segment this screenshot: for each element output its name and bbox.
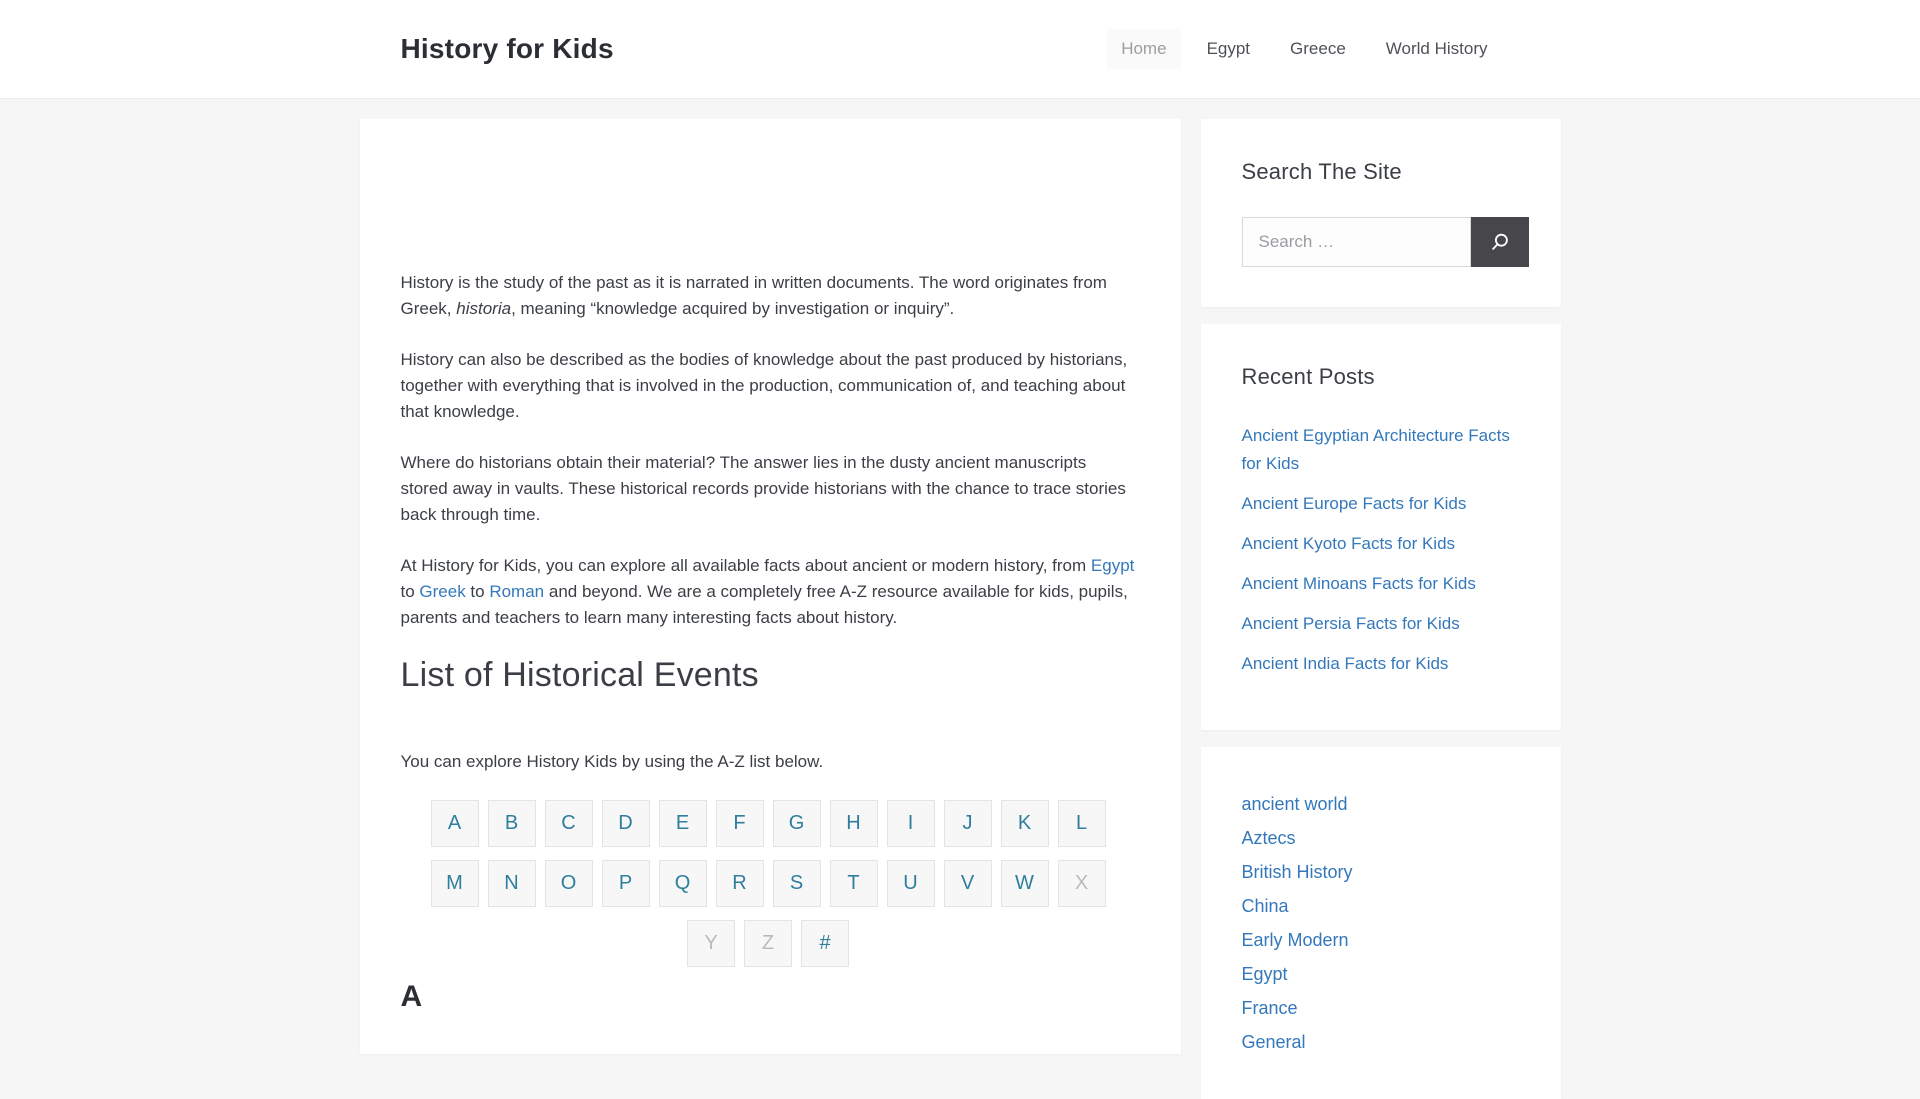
section-heading-a: A: [400, 980, 423, 1013]
category-link-british-history[interactable]: British History: [1241, 862, 1353, 882]
az-letter-k[interactable]: K: [1001, 800, 1049, 847]
az-letter-n[interactable]: N: [488, 860, 536, 907]
paragraph-text: At History for Kids, you can explore all available facts about ancient or modern history, from: [400, 556, 1091, 575]
az-letter-j[interactable]: J: [944, 800, 992, 847]
paragraph-text: to: [465, 582, 490, 601]
az-row: [401, 920, 1136, 967]
category-link-general[interactable]: General: [1241, 1032, 1306, 1052]
az-letter-t[interactable]: T: [830, 860, 878, 907]
az-letter-q[interactable]: Q: [659, 860, 707, 907]
az-letter-i[interactable]: I: [887, 800, 935, 847]
categories-widget: [1201, 747, 1561, 1099]
az-explainer: You can explore History Kids by using the A-Z list below.: [400, 752, 824, 771]
recent-post-link[interactable]: Ancient Kyoto Facts for Kids: [1241, 534, 1456, 553]
az-letter-a[interactable]: A: [431, 800, 479, 847]
az-letter-z: Z: [744, 920, 792, 967]
az-letter-g[interactable]: G: [773, 800, 821, 847]
sidebar: [1201, 119, 1561, 1099]
search-form: [1242, 217, 1529, 267]
az-letter-h[interactable]: H: [830, 800, 878, 847]
intro-paragraph-2: History can also be described as the bodies of knowledge about the past produced by historians, together with everything that is involved in the production, communication of, and teaching about that knowledge.: [400, 350, 1128, 421]
page-body: [360, 119, 1561, 1099]
category-link-egypt[interactable]: Egypt: [1241, 964, 1288, 984]
az-row: [401, 860, 1136, 907]
recent-post-link[interactable]: Ancient Persia Facts for Kids: [1241, 614, 1460, 633]
search-input[interactable]: [1242, 217, 1471, 267]
recent-post-item: [1242, 422, 1529, 478]
recent-post-item: [1242, 570, 1529, 598]
az-letter-m[interactable]: M: [431, 860, 479, 907]
main-content-card: [360, 119, 1181, 1054]
az-letter-x: X: [1058, 860, 1106, 907]
az-letter-grid: [401, 800, 1136, 967]
paragraph-text: to: [400, 582, 420, 601]
roman-link[interactable]: Roman: [489, 582, 545, 601]
recent-posts-widget: [1201, 324, 1561, 730]
greek-link[interactable]: Greek: [419, 582, 466, 601]
az-letter-r[interactable]: R: [716, 860, 764, 907]
az-letter-p[interactable]: P: [602, 860, 650, 907]
az-letter-f[interactable]: F: [716, 800, 764, 847]
recent-post-item: [1242, 650, 1529, 678]
az-letter-s[interactable]: S: [773, 860, 821, 907]
recent-posts-list: [1242, 422, 1529, 678]
recent-post-link[interactable]: Ancient Europe Facts for Kids: [1241, 494, 1467, 513]
category-link-early-modern[interactable]: Early Modern: [1241, 930, 1349, 950]
search-icon: [1489, 231, 1511, 253]
intro-paragraph-1: [401, 270, 1136, 322]
az-row: [401, 800, 1136, 847]
az-letter-d[interactable]: D: [602, 800, 650, 847]
recent-post-link[interactable]: Ancient Minoans Facts for Kids: [1241, 574, 1476, 593]
paragraph-text: , meaning “knowledge acquired by investigation or inquiry”.: [511, 299, 955, 318]
site-title-link[interactable]: History for Kids: [400, 33, 614, 64]
article: [360, 119, 1181, 1054]
az-letter-y: Y: [687, 920, 735, 967]
site-header: [0, 0, 1920, 98]
category-link-ancient-world[interactable]: ancient world: [1241, 794, 1348, 814]
header-inner: [360, 0, 1561, 98]
az-letter-b[interactable]: B: [488, 800, 536, 847]
search-widget: [1201, 119, 1561, 307]
nav-item-greece[interactable]: Greece: [1290, 39, 1346, 58]
az-letter-u[interactable]: U: [887, 860, 935, 907]
az-letter-v[interactable]: V: [944, 860, 992, 907]
az-letter-w[interactable]: W: [1001, 860, 1049, 907]
section-heading-historical-events: List of Historical Events: [400, 656, 759, 694]
recent-post-item: [1242, 490, 1529, 518]
intro-paragraph-4: [401, 553, 1136, 631]
category-link-france[interactable]: France: [1241, 998, 1298, 1018]
az-letter-l[interactable]: L: [1058, 800, 1106, 847]
az-letter-e[interactable]: E: [659, 800, 707, 847]
recent-post-item: [1242, 530, 1529, 558]
az-letter-o[interactable]: O: [545, 860, 593, 907]
recent-post-item: [1242, 610, 1529, 638]
main-nav: [1107, 29, 1501, 69]
nav-item-world-history[interactable]: World History: [1385, 39, 1488, 58]
az-letter-hash[interactable]: #: [801, 920, 849, 967]
recent-posts-title: Recent Posts: [1241, 364, 1375, 389]
intro-paragraph-3: Where do historians obtain their material? The answer lies in the dusty ancient manuscripts stored away in vaults. These historical records provide historians with the chance to trace stories back through time.: [400, 453, 1126, 524]
category-link-aztecs[interactable]: Aztecs: [1241, 828, 1296, 848]
search-button[interactable]: [1471, 217, 1529, 267]
nav-item-egypt[interactable]: Egypt: [1206, 39, 1251, 58]
recent-post-link[interactable]: Ancient Egyptian Architecture Facts for Kids: [1241, 426, 1510, 473]
category-list: [1242, 787, 1529, 1059]
paragraph-text: History is the study of the past as it is narrated in written documents. The word originates from Greek,: [400, 273, 1107, 318]
az-letter-c[interactable]: C: [545, 800, 593, 847]
recent-post-link[interactable]: Ancient India Facts for Kids: [1241, 654, 1449, 673]
search-widget-title: Search The Site: [1241, 159, 1402, 184]
egypt-link[interactable]: Egypt: [1090, 556, 1135, 575]
paragraph-text: and beyond. We are a completely free A-Z resource available for kids, pupils, parents and teachers to learn many interesting facts about history.: [400, 582, 1128, 627]
nav-item-home[interactable]: Home: [1107, 29, 1180, 69]
category-link-china[interactable]: China: [1241, 896, 1289, 916]
italic-term: historia: [456, 299, 512, 318]
